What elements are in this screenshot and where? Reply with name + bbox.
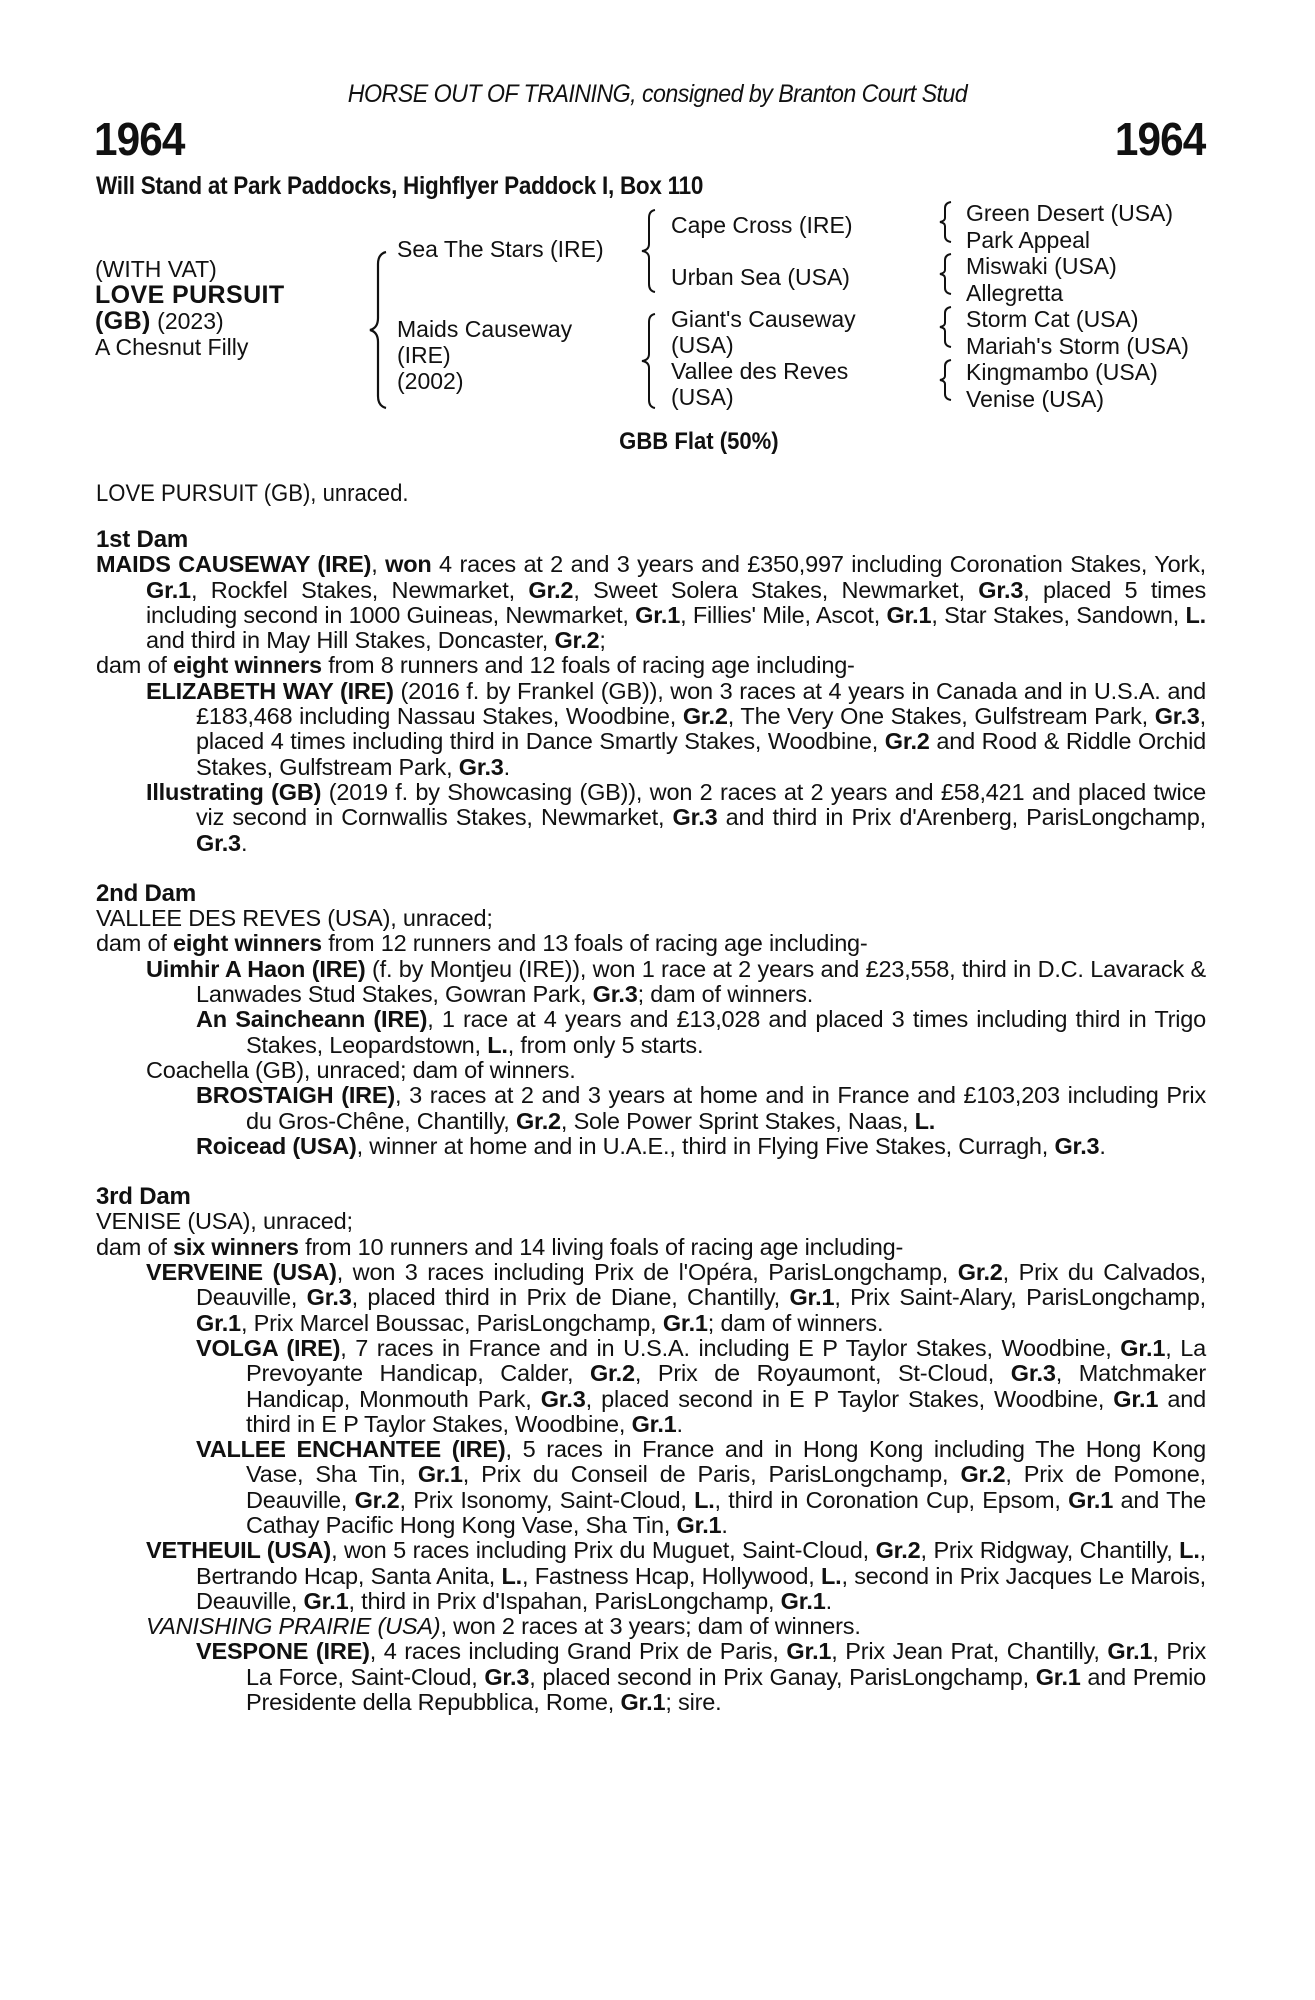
emphasis-text: Gr.1 (620, 1689, 666, 1716)
emphasis-text: Gr.2 (554, 627, 600, 654)
section-title: 2nd Dam (96, 879, 196, 907)
emphasis-text: An Saincheann (IRE) (196, 1006, 428, 1033)
pedigree-paragraph (96, 1007, 1206, 1058)
pedigree-paragraph (96, 1336, 1206, 1437)
emphasis-text: Gr.3 (484, 1663, 530, 1690)
text-segment: , won 5 races including Prix du Muguet, Saint-Cloud, (331, 1537, 876, 1564)
text-segment: , 3 races at 2 and 3 years at home and in France and £103,203 including Prix du Gros-Chêne, Chantilly, (246, 1082, 1207, 1134)
emphasis-text: Gr.1 (417, 1461, 463, 1488)
pedigree-dam-country: (IRE) (397, 342, 451, 368)
text-segment: and third in Prix d'Arenberg, ParisLongchamp, (717, 804, 1206, 831)
text-segment: , Sole Power Sprint Stakes, Naas, (560, 1107, 915, 1134)
text-segment: ; dam of winners. (707, 1309, 884, 1336)
text-segment: from 8 runners and 12 foals of racing age including- (321, 652, 855, 679)
text-segment: , Prix Jean Prat, Chantilly, (831, 1638, 1108, 1665)
emphasis-text: Gr.2 (957, 1259, 1003, 1286)
emphasis-text: Gr.2 (875, 1537, 921, 1564)
gen3-miswaki: Miswaki (USA) (966, 253, 1117, 279)
text-segment: , won 2 races at 3 years; dam of winners. (440, 1613, 861, 1640)
emphasis-text: VESPONE (IRE) (196, 1638, 370, 1665)
emphasis-text: Roicead (USA) (196, 1132, 357, 1159)
text-segment: , Prix du Conseil de Paris, ParisLongchamp, (462, 1461, 961, 1488)
text-segment: , from only 5 starts. (507, 1031, 704, 1058)
emphasis-text: Gr.3 (978, 576, 1024, 603)
emphasis-text: Gr.2 (515, 1107, 561, 1134)
pedigree-brace-gen3-3 (938, 305, 954, 349)
pedigree-paragraph (96, 1260, 1206, 1336)
text-segment: 4 races at 2 and 3 years and £350,997 including Coronation Stakes, York, (431, 551, 1206, 578)
gen3-green-desert: Green Desert (USA) (966, 200, 1174, 226)
emphasis-text: Gr.3 (672, 804, 718, 831)
gen3-kingmambo: Kingmambo (USA) (966, 359, 1158, 385)
pedigree-dam-name: Maids Causeway (397, 316, 573, 342)
emphasis-text: Gr.3 (1054, 1132, 1100, 1159)
text-segment: dam of (96, 930, 173, 957)
text-segment: . (503, 753, 511, 780)
pedigree-brace-gen1 (368, 250, 390, 410)
emphasis-text: Gr.2 (589, 1360, 635, 1387)
text-segment: , placed third in Prix de Diane, Chantilly, (351, 1284, 790, 1311)
emphasis-text: L. (487, 1031, 508, 1058)
pedigree-paragraph (96, 1235, 1206, 1260)
text-segment: and third in May Hill Stakes, Doncaster, (146, 627, 555, 654)
pedigree-paragraph (96, 931, 1206, 956)
horse-name: LOVE PURSUIT (95, 281, 285, 309)
emphasis-text: VALLEE ENCHANTEE (IRE) (196, 1436, 506, 1463)
emphasis-text: Gr.1 (1035, 1663, 1081, 1690)
emphasis-text: won (385, 551, 432, 578)
lot-number-left: 1964 (94, 113, 185, 165)
horse-year: (2023) (150, 308, 224, 334)
pedigree-third-generation (966, 200, 1189, 412)
pedigree-brace-dam (640, 312, 658, 410)
text-segment: , Fastness Hcap, Hollywood, (521, 1562, 822, 1589)
text-segment: from 12 runners and 13 foals of racing age including- (321, 930, 868, 957)
pedigree-dam-dam-name: Vallee des Reves (671, 358, 849, 384)
text-segment: , La Prevoyante Handicap, Calder, (246, 1334, 1206, 1387)
text-segment: , 1 race at 4 years and £13,028 and placed 3 times including third in Trigo Stakes, Leopardstown, (246, 1006, 1206, 1058)
emphasis-text: Uimhir A Haon (IRE) (146, 955, 366, 982)
text-segment: . (721, 1511, 728, 1538)
pedigree-brace-sire (640, 208, 658, 294)
text-segment: . (676, 1410, 683, 1437)
emphasis-text: eight winners (172, 652, 322, 679)
text-segment: VENISE (USA), unraced; (96, 1208, 353, 1235)
text-segment: , Prix de Royaumont, St-Cloud, (634, 1360, 1011, 1387)
pedigree-paragraph (96, 552, 1206, 653)
emphasis-text: Gr.1 (780, 1587, 826, 1614)
text-segment: VALLEE DES REVES (USA), unraced; (96, 905, 493, 932)
text-segment: , 4 races including Grand Prix de Paris, (369, 1638, 787, 1665)
emphasis-text: Gr.1 (662, 1309, 708, 1336)
classification-badge: GBB Flat (50%) (619, 428, 779, 455)
text-segment: . (240, 829, 248, 856)
text-segment: ; sire. (665, 1689, 722, 1716)
text-segment: (2016 f. by Frankel (GB)), won 3 races at 4 years in Canada and in U.S.A. and £183,468 including Nassau Stakes, Woodbine, (196, 677, 1206, 730)
emphasis-text: Gr.1 (196, 1309, 241, 1336)
gen3-storm-cat: Storm Cat (USA) (966, 306, 1139, 332)
emphasis-text: Gr.1 (303, 1587, 349, 1614)
emphasis-text: ELIZABETH WAY (IRE) (146, 677, 394, 704)
emphasis-text: six winners (172, 1233, 299, 1260)
gen3-park-appeal: Park Appeal (966, 226, 1091, 253)
stabling-location: Will Stand at Park Paddocks, Highflyer Paddock I, Box 110 (96, 172, 704, 200)
race-summary: LOVE PURSUIT (GB), unraced. (96, 480, 409, 507)
emphasis-text: Gr.3 (458, 753, 504, 780)
pedigree-brace-gen3-1 (938, 200, 954, 244)
horse-country-year (95, 308, 285, 334)
consignment-line: HORSE OUT OF TRAINING, consigned by Branton Court Stud (347, 80, 968, 108)
text-segment: , Prix de Pomone, Deauville, (246, 1461, 1206, 1513)
emphasis-text: Gr.3 (592, 981, 638, 1008)
emphasis-text: Illustrating (GB) (146, 778, 322, 805)
horse-description: A Chesnut Filly (95, 334, 249, 360)
text-segment: , Prix La Force, Saint-Cloud, (246, 1638, 1206, 1690)
text-segment: from 10 runners and 14 living foals of racing age including- (298, 1233, 904, 1260)
emphasis-text: eight winners (172, 930, 322, 957)
pedigree-dam-year: (2002) (397, 368, 464, 394)
text-segment: Coachella (GB), unraced; dam of winners. (146, 1056, 576, 1083)
text-segment: , third in Prix d'Ispahan, ParisLongchamp, (348, 1587, 781, 1614)
text-segment: , The Very One Stakes, Gulfstream Park, (727, 703, 1155, 730)
emphasis-text: Gr.1 (631, 1410, 677, 1437)
text-segment: and The Cathay Pacific Hong Kong Vase, Sha Tin, (246, 1486, 1206, 1538)
pedigree-paragraph (96, 1639, 1206, 1715)
text-segment: and Premio Presidente della Repubblica, Rome, (246, 1663, 1206, 1716)
text-segment: , Fillies' Mile, Ascot, (680, 601, 887, 628)
text-segment: . (825, 1587, 832, 1614)
emphasis-text: Gr.1 (1120, 1334, 1166, 1361)
emphasis-text: Gr.1 (635, 601, 681, 628)
emphasis-text: VERVEINE (USA) (146, 1259, 337, 1286)
pedigree-paragraph (96, 906, 1206, 931)
text-segment: , Star Stakes, Sandown, (931, 601, 1186, 628)
text-segment: , third in Coronation Cup, Epsom, (714, 1486, 1069, 1513)
pedigree-dam (397, 316, 572, 394)
dam-section-3 (96, 1184, 1206, 1715)
pedigree-paragraph (96, 1538, 1206, 1614)
pedigree-dam-dam (671, 358, 848, 410)
pedigree-paragraph (96, 780, 1206, 856)
text-segment: , placed 5 times including second in 1000 Guineas, Newmarket, (146, 576, 1206, 628)
text-segment: ; (599, 627, 606, 654)
text-segment: dam of (96, 1233, 173, 1260)
gen3-allegretta: Allegretta (966, 279, 1064, 306)
emphasis-text: L. (821, 1562, 842, 1589)
emphasis-text: Gr.2 (354, 1486, 400, 1513)
emphasis-text: Gr.3 (196, 829, 241, 856)
emphasis-text: Gr.1 (1113, 1385, 1159, 1412)
text-segment: , second in Prix Jacques Le Marois, Deauville, (196, 1562, 1206, 1614)
pedigree-paragraph (96, 1058, 1206, 1083)
horse-country: (GB) (95, 307, 151, 335)
emphasis-text: Gr.3 (1010, 1360, 1056, 1387)
text-segment: , 7 races in France and in U.S.A. including E P Taylor Stakes, Woodbine, (340, 1334, 1121, 1361)
emphasis-text: MAIDS CAUSEWAY (IRE) (96, 551, 372, 578)
pedigree-paragraph (96, 1614, 1206, 1639)
text-segment: ; dam of winners. (637, 981, 814, 1008)
dam-section-2 (96, 881, 1206, 1159)
emphasis-text: Gr.1 (789, 1284, 835, 1311)
text-segment: , Prix Ridgway, Chantilly, (920, 1537, 1180, 1564)
text-segment: , placed 4 times including third in Dance Smartly Stakes, Woodbine, (196, 703, 1206, 755)
emphasis-text: L. (694, 1486, 715, 1513)
emphasis-text: L. (1179, 1537, 1200, 1564)
emphasis-text: Gr.1 (1068, 1486, 1114, 1513)
emphasis-text: VETHEUIL (USA) (146, 1537, 332, 1564)
gen3-mariahs-storm: Mariah's Storm (USA) (966, 332, 1189, 359)
text-segment: , Sweet Solera Stakes, Newmarket, (573, 576, 979, 603)
text-segment: , Rockfel Stakes, Newmarket, (190, 576, 529, 603)
emphasis-text: Gr.1 (676, 1511, 722, 1538)
pedigree-paragraph (96, 679, 1206, 780)
emphasis-text: Gr.3 (540, 1385, 586, 1412)
section-title: 1st Dam (96, 526, 188, 553)
text-segment: , (371, 551, 386, 578)
gen3-venise: Venise (USA) (966, 385, 1105, 412)
pedigree-paragraph (96, 957, 1206, 1008)
emphasis-text: Gr.1 (1107, 1638, 1153, 1665)
emphasis-text: Gr.2 (960, 1461, 1006, 1488)
pedigree-dam-sire-country: (USA) (671, 332, 734, 358)
emphasis-text: Gr.3 (306, 1284, 352, 1311)
pedigree-dam-dam-country: (USA) (671, 384, 734, 410)
text-segment: , 5 races in France and in Hong Kong including The Hong Kong Vase, Sha Tin, (246, 1436, 1206, 1488)
emphasis-text: L. (501, 1562, 522, 1589)
vat-note: (WITH VAT) (95, 256, 217, 282)
pedigree-sire: Sea The Stars (IRE) (397, 236, 604, 262)
italic-text: VANISHING PRAIRIE (USA) (146, 1613, 441, 1640)
pedigree-brace-gen3-4 (938, 358, 954, 402)
emphasis-text: Gr.2 (884, 728, 930, 755)
pedigree-sire-dam: Urban Sea (USA) (671, 264, 850, 290)
emphasis-text: Gr.3 (1154, 703, 1200, 730)
text-segment: and third in E P Taylor Stakes, Woodbine, (246, 1385, 1206, 1437)
pedigree-paragraph (96, 1437, 1206, 1538)
text-segment: , Matchmaker Handicap, Monmouth Park, (246, 1360, 1206, 1412)
text-segment: , placed second in Prix Ganay, ParisLongchamp, (529, 1663, 1036, 1690)
text-segment: , placed second in E P Taylor Stakes, Woodbine, (585, 1385, 1114, 1412)
text-segment: , winner at home and in U.A.E., third in Flying Five Stakes, Curragh, (356, 1132, 1055, 1159)
emphasis-text: Gr.2 (528, 576, 574, 603)
section-title: 3rd Dam (96, 1183, 191, 1211)
emphasis-text: Gr.1 (146, 576, 191, 603)
horse-identity (95, 256, 285, 360)
pedigree-dam-sire (671, 306, 856, 358)
emphasis-text: Gr.1 (786, 1638, 832, 1665)
text-segment: , Bertrando Hcap, Santa Anita, (196, 1537, 1206, 1589)
text-segment: , Prix du Calvados, Deauville, (196, 1259, 1206, 1311)
text-segment: , won 3 races including Prix de l'Opéra, ParisLongchamp, (336, 1259, 958, 1286)
emphasis-text: BROSTAIGH (IRE) (196, 1082, 396, 1109)
text-segment: (f. by Montjeu (IRE)), won 1 race at 2 years and £23,558, third in D.C. Lavarack & Lanwades Stud Stakes, Gowran Park, (196, 955, 1206, 1008)
emphasis-text: Gr.2 (682, 703, 728, 730)
pedigree-paragraph (96, 653, 1206, 678)
emphasis-text: VOLGA (IRE) (196, 1334, 341, 1361)
emphasis-text: L. (1185, 601, 1207, 628)
text-segment: (2019 f. by Showcasing (GB)), won 2 races at 2 years and £58,421 and placed twice viz second in Cornwallis Stakes, Newmarket, (196, 778, 1206, 831)
text-segment: dam of (96, 652, 173, 679)
pedigree-paragraph (96, 1083, 1206, 1134)
pedigree-brace-gen3-2 (938, 252, 954, 296)
text-segment: , Prix Isonomy, Saint-Cloud, (399, 1486, 695, 1513)
pedigree-sire-sire: Cape Cross (IRE) (671, 212, 853, 238)
emphasis-text: L. (914, 1107, 936, 1134)
pedigree-paragraph (96, 1134, 1206, 1159)
text-segment: , Prix Saint-Alary, ParisLongchamp, (834, 1284, 1206, 1311)
lot-number-right: 1964 (1114, 113, 1205, 165)
text-segment: and Rood & Riddle Orchid Stakes, Gulfstream Park, (196, 728, 1206, 780)
pedigree-dam-sire-name: Giant's Causeway (671, 306, 856, 332)
text-segment: . (1099, 1132, 1106, 1159)
emphasis-text: Gr.1 (886, 601, 932, 628)
text-segment: , Prix Marcel Boussac, ParisLongchamp, (240, 1309, 663, 1336)
dam-section-1 (96, 527, 1206, 856)
pedigree-paragraph (96, 1209, 1206, 1234)
dam-line-sections (96, 527, 1206, 1740)
